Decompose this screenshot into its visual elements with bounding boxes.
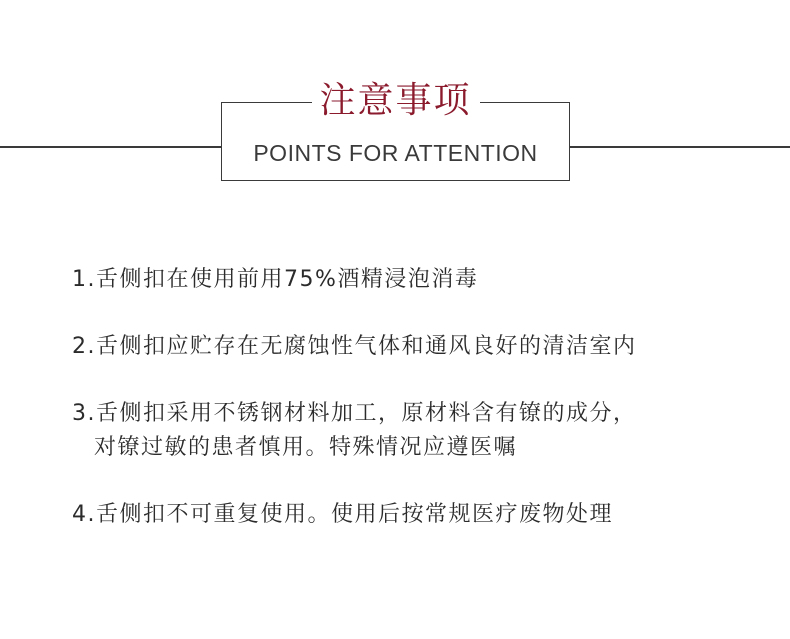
page-subtitle: POINTS FOR ATTENTION — [253, 140, 538, 166]
note-item-4 — [72, 498, 762, 532]
left-divider-line — [0, 146, 222, 148]
note-item-3-text-continued: 对镣过敏的患者慎用。特殊情况应遵医嘱 — [94, 435, 518, 460]
note-item-2-text: 2.舌侧扣应贮存在无腐蚀性气体和通风良好的清洁室内 — [72, 334, 637, 359]
note-item-2 — [72, 330, 762, 364]
right-divider-line — [570, 146, 790, 148]
page-title: 注意事项 — [311, 81, 479, 121]
note-item-1-text: 1.舌侧扣在使用前用75%酒精浸泡消毒 — [72, 267, 479, 292]
note-item-1 — [72, 263, 762, 297]
title-frame — [221, 80, 570, 181]
note-item-3-text: 3.舌侧扣采用不锈钢材料加工，原材料含有镣的成分， — [72, 401, 637, 426]
note-item-3 — [72, 397, 762, 465]
note-item-4-text: 4.舌侧扣不可重复使用。使用后按常规医疗废物处理 — [72, 502, 613, 527]
notes-list — [72, 263, 762, 565]
